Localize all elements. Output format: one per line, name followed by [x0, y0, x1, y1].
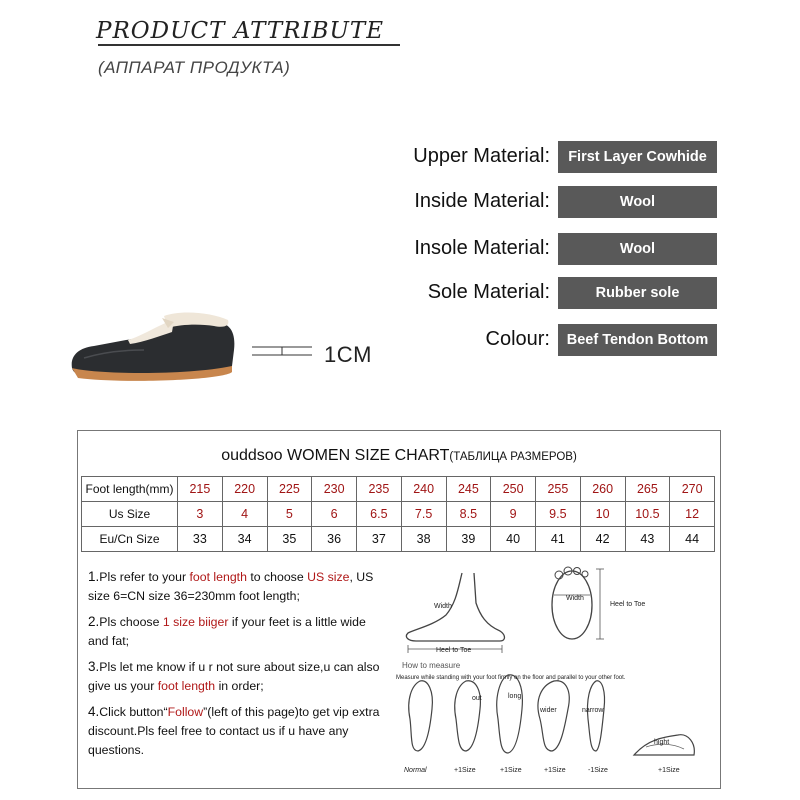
table-row [82, 527, 715, 552]
attribute-colour [380, 324, 720, 358]
table-cell: 41 [536, 527, 581, 552]
table-row [82, 477, 715, 502]
caption-size: +1Size [544, 767, 566, 774]
width-label-2: Width [566, 595, 584, 602]
attribute-value: Rubber sole [558, 277, 717, 309]
narrow-label: narrow [582, 707, 604, 714]
table-cell: 250 [491, 477, 536, 502]
hight-label: hight [654, 739, 670, 746]
table-cell: 230 [312, 477, 357, 502]
page-subtitle: (АППАРАТ ПРОДУКТА) [98, 58, 291, 77]
wider-label: wider [540, 707, 557, 714]
note-number: 1. [88, 569, 100, 584]
table-cell: 12 [670, 502, 715, 527]
size-table [81, 476, 715, 552]
table-cell: 39 [446, 527, 491, 552]
table-cell: 7.5 [401, 502, 446, 527]
table-cell: 235 [357, 477, 402, 502]
caption-normal: Normal [404, 767, 427, 774]
note-text: Click button“ [99, 705, 168, 719]
attribute-value: Beef Tendon Bottom [558, 324, 717, 356]
heel-height-scale [252, 343, 314, 359]
caption-size: +1Size [500, 767, 522, 774]
note-highlight: foot length [189, 570, 247, 584]
table-row [82, 502, 715, 527]
shoe-image [64, 300, 244, 390]
table-cell: 6.5 [357, 502, 402, 527]
note-text: Pls choose [99, 615, 163, 629]
note-text: Pls refer to your [99, 570, 190, 584]
table-cell: 225 [267, 477, 312, 502]
table-cell: 42 [580, 527, 625, 552]
size-chart-title-en: ouddsoo WOMEN SIZE CHART [221, 447, 450, 464]
size-chart-title-ru: (ТАБЛИЦА РАЗМЕРОВ) [449, 451, 577, 463]
long-label: long [508, 693, 522, 700]
attribute-label: Inside Material: [414, 190, 550, 212]
note-highlight: US size [307, 570, 350, 584]
size-chart-title [78, 447, 720, 465]
measure-guide [396, 559, 716, 785]
table-cell: 8.5 [446, 502, 491, 527]
table-cell: 10.5 [625, 502, 670, 527]
note-number: 3. [88, 659, 100, 674]
table-cell: 4 [222, 502, 267, 527]
foot-illustrations [396, 559, 716, 785]
table-cell: 36 [312, 527, 357, 552]
note-highlight: foot length [157, 679, 216, 693]
attribute-label: Insole Material: [414, 237, 550, 259]
attribute-sole-material [380, 277, 720, 311]
size-notes [88, 567, 388, 766]
attribute-inside-material [380, 186, 720, 220]
table-cell: 44 [670, 527, 715, 552]
attribute-upper-material [380, 141, 720, 175]
note-number: 2. [88, 614, 100, 629]
attribute-value: First Layer Cowhide [558, 141, 717, 173]
table-cell: 265 [625, 477, 670, 502]
attribute-value: Wool [558, 186, 717, 218]
note-text: ”(left of this page)to get vip extra discount.Pls feel free to contact us if u have any questions. [88, 705, 380, 757]
heel-to-toe-label: Heel to Toe [436, 647, 472, 654]
attribute-value: Wool [558, 233, 717, 265]
row-header: Foot length(mm) [82, 477, 178, 502]
table-cell: 35 [267, 527, 312, 552]
table-cell: 33 [178, 527, 223, 552]
row-header: Us Size [82, 502, 178, 527]
table-cell: 9.5 [536, 502, 581, 527]
note-number: 4. [88, 704, 100, 719]
table-cell: 38 [401, 527, 446, 552]
table-cell: 245 [446, 477, 491, 502]
heel-to-toe-label-2: Heel to Toe [610, 601, 646, 608]
table-cell: 255 [536, 477, 581, 502]
note-highlight: 1 size biiger [162, 615, 229, 629]
table-cell: 220 [222, 477, 267, 502]
table-cell: 9 [491, 502, 536, 527]
table-cell: 10 [580, 502, 625, 527]
table-cell: 6 [312, 502, 357, 527]
attribute-label: Sole Material: [427, 281, 550, 303]
heel-height-label: 1CM [324, 342, 372, 367]
out-label: out [472, 695, 482, 702]
how-to-measure-label: How to measure [402, 661, 461, 670]
note-text: in order; [215, 679, 264, 693]
caption-size: +1Size [454, 767, 476, 774]
note-text: Pls let me know if u r not sure about size,u can also give us your [88, 660, 380, 693]
table-cell: 270 [670, 477, 715, 502]
caption-size: -1Size [588, 767, 608, 774]
table-cell: 3 [178, 502, 223, 527]
note-3 [88, 657, 388, 696]
table-cell: 40 [491, 527, 536, 552]
table-cell: 34 [222, 527, 267, 552]
table-cell: 260 [580, 477, 625, 502]
note-highlight: Follow [167, 705, 204, 719]
caption-size: +1Size [658, 767, 680, 774]
table-cell: 5 [267, 502, 312, 527]
measure-instruction: Measure while standing with your foot firmly on the floor and parallel to your other foot. [396, 675, 626, 681]
page-title: PRODUCT ATTRIBUTE [96, 18, 385, 44]
note-2 [88, 612, 388, 651]
table-cell: 37 [357, 527, 402, 552]
note-4 [88, 702, 388, 760]
size-chart [77, 430, 721, 789]
row-header: Eu/Cn Size [82, 527, 178, 552]
width-label: Width [434, 603, 452, 610]
note-text: , US size 6=CN size 36=230mm foot length; [88, 570, 374, 603]
table-cell: 215 [178, 477, 223, 502]
attribute-label: Upper Material: [413, 145, 550, 167]
note-text: to choose [246, 570, 308, 584]
note-1 [88, 567, 388, 606]
attribute-label: Colour: [485, 328, 550, 350]
table-cell: 240 [401, 477, 446, 502]
note-text: if your feet is a little wide and fat; [88, 615, 366, 648]
table-cell: 43 [625, 527, 670, 552]
attribute-insole-material [380, 233, 720, 267]
title-underline [98, 44, 400, 46]
